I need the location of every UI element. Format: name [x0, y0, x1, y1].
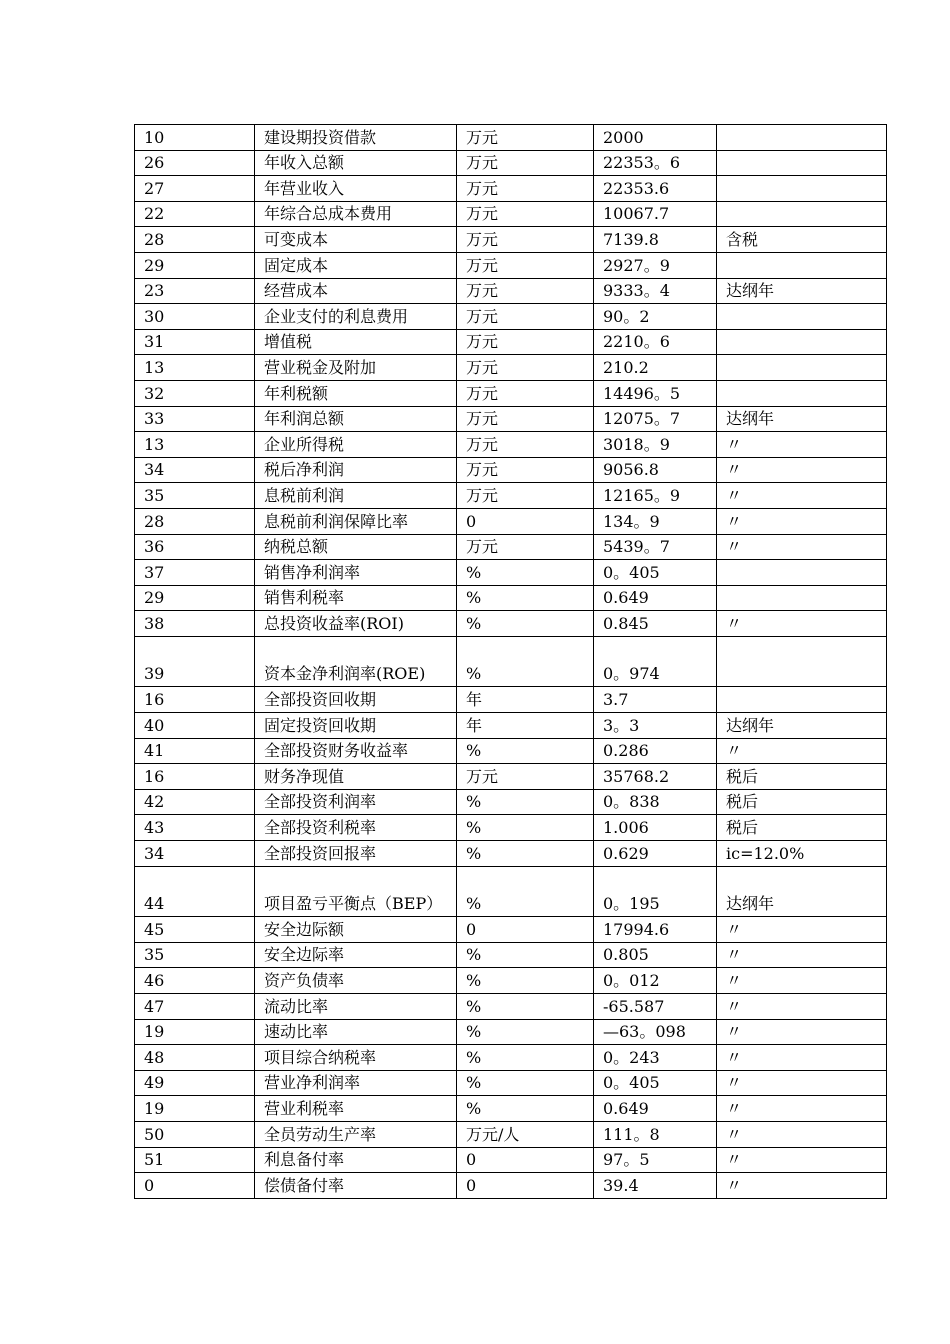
unit-cell: 万元 [457, 150, 594, 176]
unit-cell: % [457, 560, 594, 586]
value-cell: 0.805 [594, 942, 717, 968]
value-cell: 2210。6 [594, 329, 717, 355]
table-row [135, 789, 887, 815]
indicator-name-cell: 企业支付的利息费用 [255, 304, 457, 330]
indicator-name-cell: 息税前利润 [255, 483, 457, 509]
row-number-cell: 16 [135, 687, 255, 713]
indicator-name-cell: 经营成本 [255, 278, 457, 304]
indicator-name-cell: 全员劳动生产率 [255, 1121, 457, 1147]
indicator-name-cell: 安全边际额 [255, 917, 457, 943]
table-row [135, 585, 887, 611]
note-cell: 〃 [717, 1173, 887, 1199]
unit-cell: % [457, 994, 594, 1020]
indicator-name-cell: 速动比率 [255, 1019, 457, 1045]
table-row [135, 457, 887, 483]
row-number-cell: 0 [135, 1173, 255, 1199]
value-cell: 0。405 [594, 560, 717, 586]
indicator-name-cell: 财务净现值 [255, 764, 457, 790]
note-cell: 〃 [717, 1121, 887, 1147]
row-number-cell: 39 [135, 636, 255, 687]
value-cell: 9333。4 [594, 278, 717, 304]
table-row [135, 917, 887, 943]
table-row [135, 278, 887, 304]
table-row [135, 560, 887, 586]
note-cell [717, 355, 887, 381]
unit-cell: 年 [457, 713, 594, 739]
indicator-name-cell: 资产负债率 [255, 968, 457, 994]
indicator-name-cell: 营业利税率 [255, 1096, 457, 1122]
value-cell: 3。3 [594, 713, 717, 739]
indicator-name-cell: 营业税金及附加 [255, 355, 457, 381]
unit-cell: 万元 [457, 483, 594, 509]
unit-cell: % [457, 942, 594, 968]
value-cell: 14496。5 [594, 380, 717, 406]
row-number-cell: 50 [135, 1121, 255, 1147]
table-row [135, 1019, 887, 1045]
row-number-cell: 38 [135, 611, 255, 637]
note-cell: 税后 [717, 764, 887, 790]
row-number-cell: 35 [135, 483, 255, 509]
row-number-cell: 34 [135, 457, 255, 483]
value-cell: 22353.6 [594, 176, 717, 202]
unit-cell: % [457, 968, 594, 994]
row-number-cell: 29 [135, 585, 255, 611]
indicator-name-cell: 销售净利润率 [255, 560, 457, 586]
unit-cell: 0 [457, 1147, 594, 1173]
indicator-name-cell: 息税前利润保障比率 [255, 508, 457, 534]
table-row [135, 201, 887, 227]
value-cell: 0。974 [594, 636, 717, 687]
value-cell: 0。243 [594, 1045, 717, 1071]
value-cell: 0.845 [594, 611, 717, 637]
row-number-cell: 23 [135, 278, 255, 304]
table-row [135, 1070, 887, 1096]
value-cell: 12165。9 [594, 483, 717, 509]
table-row [135, 738, 887, 764]
unit-cell: 0 [457, 1173, 594, 1199]
unit-cell: 万元 [457, 380, 594, 406]
unit-cell: % [457, 738, 594, 764]
value-cell: 39.4 [594, 1173, 717, 1199]
row-number-cell: 47 [135, 994, 255, 1020]
indicator-name-cell: 可变成本 [255, 227, 457, 253]
row-number-cell: 16 [135, 764, 255, 790]
value-cell: 1.006 [594, 815, 717, 841]
row-number-cell: 32 [135, 380, 255, 406]
table-row [135, 636, 887, 687]
note-cell: 税后 [717, 789, 887, 815]
table-body [135, 125, 887, 1199]
indicator-name-cell: 利息备付率 [255, 1147, 457, 1173]
table-row [135, 968, 887, 994]
indicator-name-cell: 销售利税率 [255, 585, 457, 611]
unit-cell: 万元 [457, 764, 594, 790]
unit-cell: % [457, 1019, 594, 1045]
table-row [135, 942, 887, 968]
unit-cell: 万元 [457, 329, 594, 355]
unit-cell: % [457, 1096, 594, 1122]
table-row [135, 406, 887, 432]
indicator-name-cell: 项目盈亏平衡点（BEP） [255, 866, 457, 917]
note-cell [717, 687, 887, 713]
unit-cell: 0 [457, 917, 594, 943]
indicator-name-cell: 营业净利润率 [255, 1070, 457, 1096]
value-cell: -65.587 [594, 994, 717, 1020]
unit-cell: 万元 [457, 355, 594, 381]
note-cell: 达纲年 [717, 866, 887, 917]
row-number-cell: 19 [135, 1096, 255, 1122]
row-number-cell: 46 [135, 968, 255, 994]
row-number-cell: 45 [135, 917, 255, 943]
value-cell: 0。195 [594, 866, 717, 917]
value-cell: 5439。7 [594, 534, 717, 560]
unit-cell: % [457, 841, 594, 867]
row-number-cell: 51 [135, 1147, 255, 1173]
indicator-name-cell: 全部投资回报率 [255, 841, 457, 867]
table-row [135, 866, 887, 917]
table-row [135, 815, 887, 841]
value-cell: 0.629 [594, 841, 717, 867]
note-cell: 达纲年 [717, 406, 887, 432]
note-cell [717, 585, 887, 611]
unit-cell: 万元 [457, 201, 594, 227]
note-cell: 〃 [717, 432, 887, 458]
indicator-name-cell: 企业所得税 [255, 432, 457, 458]
unit-cell: 万元 [457, 176, 594, 202]
indicator-name-cell: 增值税 [255, 329, 457, 355]
unit-cell: 0 [457, 508, 594, 534]
indicator-name-cell: 年收入总额 [255, 150, 457, 176]
table-row [135, 1096, 887, 1122]
row-number-cell: 30 [135, 304, 255, 330]
unit-cell: 万元 [457, 457, 594, 483]
row-number-cell: 49 [135, 1070, 255, 1096]
indicator-name-cell: 固定成本 [255, 252, 457, 278]
indicator-name-cell: 固定投资回收期 [255, 713, 457, 739]
note-cell [717, 125, 887, 151]
note-cell: 〃 [717, 611, 887, 637]
value-cell: 22353。6 [594, 150, 717, 176]
row-number-cell: 44 [135, 866, 255, 917]
unit-cell: % [457, 636, 594, 687]
indicator-name-cell: 纳税总额 [255, 534, 457, 560]
value-cell: 0.286 [594, 738, 717, 764]
indicator-name-cell: 流动比率 [255, 994, 457, 1020]
table-row [135, 764, 887, 790]
table-row [135, 176, 887, 202]
unit-cell: 万元 [457, 227, 594, 253]
unit-cell: 万元 [457, 534, 594, 560]
note-cell [717, 329, 887, 355]
value-cell: 0。405 [594, 1070, 717, 1096]
indicator-name-cell: 安全边际率 [255, 942, 457, 968]
row-number-cell: 27 [135, 176, 255, 202]
value-cell: 111。8 [594, 1121, 717, 1147]
indicator-name-cell: 偿债备付率 [255, 1173, 457, 1199]
table-row [135, 380, 887, 406]
row-number-cell: 19 [135, 1019, 255, 1045]
unit-cell: % [457, 815, 594, 841]
value-cell: 0.649 [594, 585, 717, 611]
table-row [135, 994, 887, 1020]
row-number-cell: 35 [135, 942, 255, 968]
value-cell: 35768.2 [594, 764, 717, 790]
table-row [135, 1121, 887, 1147]
row-number-cell: 34 [135, 841, 255, 867]
value-cell: 97。5 [594, 1147, 717, 1173]
indicator-name-cell: 全部投资财务收益率 [255, 738, 457, 764]
note-cell: 税后 [717, 815, 887, 841]
note-cell: 〃 [717, 994, 887, 1020]
indicator-name-cell: 年利税额 [255, 380, 457, 406]
indicator-name-cell: 全部投资回收期 [255, 687, 457, 713]
value-cell: 2927。9 [594, 252, 717, 278]
table-row [135, 1173, 887, 1199]
value-cell: 3.7 [594, 687, 717, 713]
row-number-cell: 26 [135, 150, 255, 176]
table-row [135, 841, 887, 867]
unit-cell: 年 [457, 687, 594, 713]
value-cell: 10067.7 [594, 201, 717, 227]
table-row [135, 483, 887, 509]
row-number-cell: 28 [135, 508, 255, 534]
value-cell: 17994.6 [594, 917, 717, 943]
value-cell: 0。838 [594, 789, 717, 815]
note-cell [717, 636, 887, 687]
note-cell: 〃 [717, 917, 887, 943]
note-cell [717, 560, 887, 586]
note-cell: 〃 [717, 942, 887, 968]
note-cell: 〃 [717, 534, 887, 560]
table-row [135, 1045, 887, 1071]
note-cell [717, 176, 887, 202]
value-cell: 2000 [594, 125, 717, 151]
value-cell: 134。9 [594, 508, 717, 534]
indicator-table [134, 124, 887, 1199]
value-cell: 9056.8 [594, 457, 717, 483]
note-cell [717, 252, 887, 278]
table-row [135, 534, 887, 560]
note-cell: 达纲年 [717, 713, 887, 739]
unit-cell: % [457, 866, 594, 917]
table-row [135, 687, 887, 713]
note-cell [717, 150, 887, 176]
unit-cell: 万元 [457, 125, 594, 151]
unit-cell: % [457, 611, 594, 637]
unit-cell: 万元 [457, 432, 594, 458]
indicator-name-cell: 资本金净利润率(ROE) [255, 636, 457, 687]
row-number-cell: 41 [135, 738, 255, 764]
row-number-cell: 13 [135, 432, 255, 458]
note-cell: 〃 [717, 1147, 887, 1173]
note-cell: ic=12.0% [717, 841, 887, 867]
note-cell: 〃 [717, 968, 887, 994]
value-cell: 0.649 [594, 1096, 717, 1122]
indicator-name-cell: 税后净利润 [255, 457, 457, 483]
value-cell: —63。098 [594, 1019, 717, 1045]
table-row [135, 125, 887, 151]
table-row [135, 150, 887, 176]
row-number-cell: 22 [135, 201, 255, 227]
unit-cell: 万元 [457, 252, 594, 278]
value-cell: 7139.8 [594, 227, 717, 253]
indicator-name-cell: 总投资收益率(ROI) [255, 611, 457, 637]
unit-cell: % [457, 585, 594, 611]
note-cell: 达纲年 [717, 278, 887, 304]
table-row [135, 355, 887, 381]
unit-cell: 万元/人 [457, 1121, 594, 1147]
value-cell: 90。2 [594, 304, 717, 330]
row-number-cell: 43 [135, 815, 255, 841]
row-number-cell: 48 [135, 1045, 255, 1071]
row-number-cell: 42 [135, 789, 255, 815]
table-row [135, 1147, 887, 1173]
row-number-cell: 10 [135, 125, 255, 151]
indicator-name-cell: 建设期投资借款 [255, 125, 457, 151]
row-number-cell: 31 [135, 329, 255, 355]
unit-cell: % [457, 789, 594, 815]
table-row [135, 329, 887, 355]
note-cell: 〃 [717, 1045, 887, 1071]
value-cell: 3018。9 [594, 432, 717, 458]
row-number-cell: 28 [135, 227, 255, 253]
value-cell: 0。012 [594, 968, 717, 994]
table-row [135, 611, 887, 637]
note-cell: 〃 [717, 1019, 887, 1045]
table-row [135, 227, 887, 253]
indicator-name-cell: 项目综合纳税率 [255, 1045, 457, 1071]
row-number-cell: 29 [135, 252, 255, 278]
note-cell: 含税 [717, 227, 887, 253]
indicator-name-cell: 年营业收入 [255, 176, 457, 202]
row-number-cell: 13 [135, 355, 255, 381]
unit-cell: % [457, 1070, 594, 1096]
value-cell: 12075。7 [594, 406, 717, 432]
indicator-name-cell: 年利润总额 [255, 406, 457, 432]
note-cell [717, 201, 887, 227]
indicator-name-cell: 全部投资利润率 [255, 789, 457, 815]
unit-cell: % [457, 1045, 594, 1071]
table-row [135, 508, 887, 534]
unit-cell: 万元 [457, 278, 594, 304]
table-row [135, 713, 887, 739]
note-cell: 〃 [717, 1070, 887, 1096]
note-cell: 〃 [717, 483, 887, 509]
row-number-cell: 36 [135, 534, 255, 560]
note-cell [717, 380, 887, 406]
table-row [135, 304, 887, 330]
note-cell: 〃 [717, 1096, 887, 1122]
indicator-name-cell: 全部投资利税率 [255, 815, 457, 841]
table-row [135, 432, 887, 458]
note-cell: 〃 [717, 508, 887, 534]
indicator-name-cell: 年综合总成本费用 [255, 201, 457, 227]
value-cell: 210.2 [594, 355, 717, 381]
row-number-cell: 40 [135, 713, 255, 739]
note-cell [717, 304, 887, 330]
unit-cell: 万元 [457, 406, 594, 432]
unit-cell: 万元 [457, 304, 594, 330]
table-row [135, 252, 887, 278]
note-cell: 〃 [717, 738, 887, 764]
row-number-cell: 37 [135, 560, 255, 586]
row-number-cell: 33 [135, 406, 255, 432]
note-cell: 〃 [717, 457, 887, 483]
